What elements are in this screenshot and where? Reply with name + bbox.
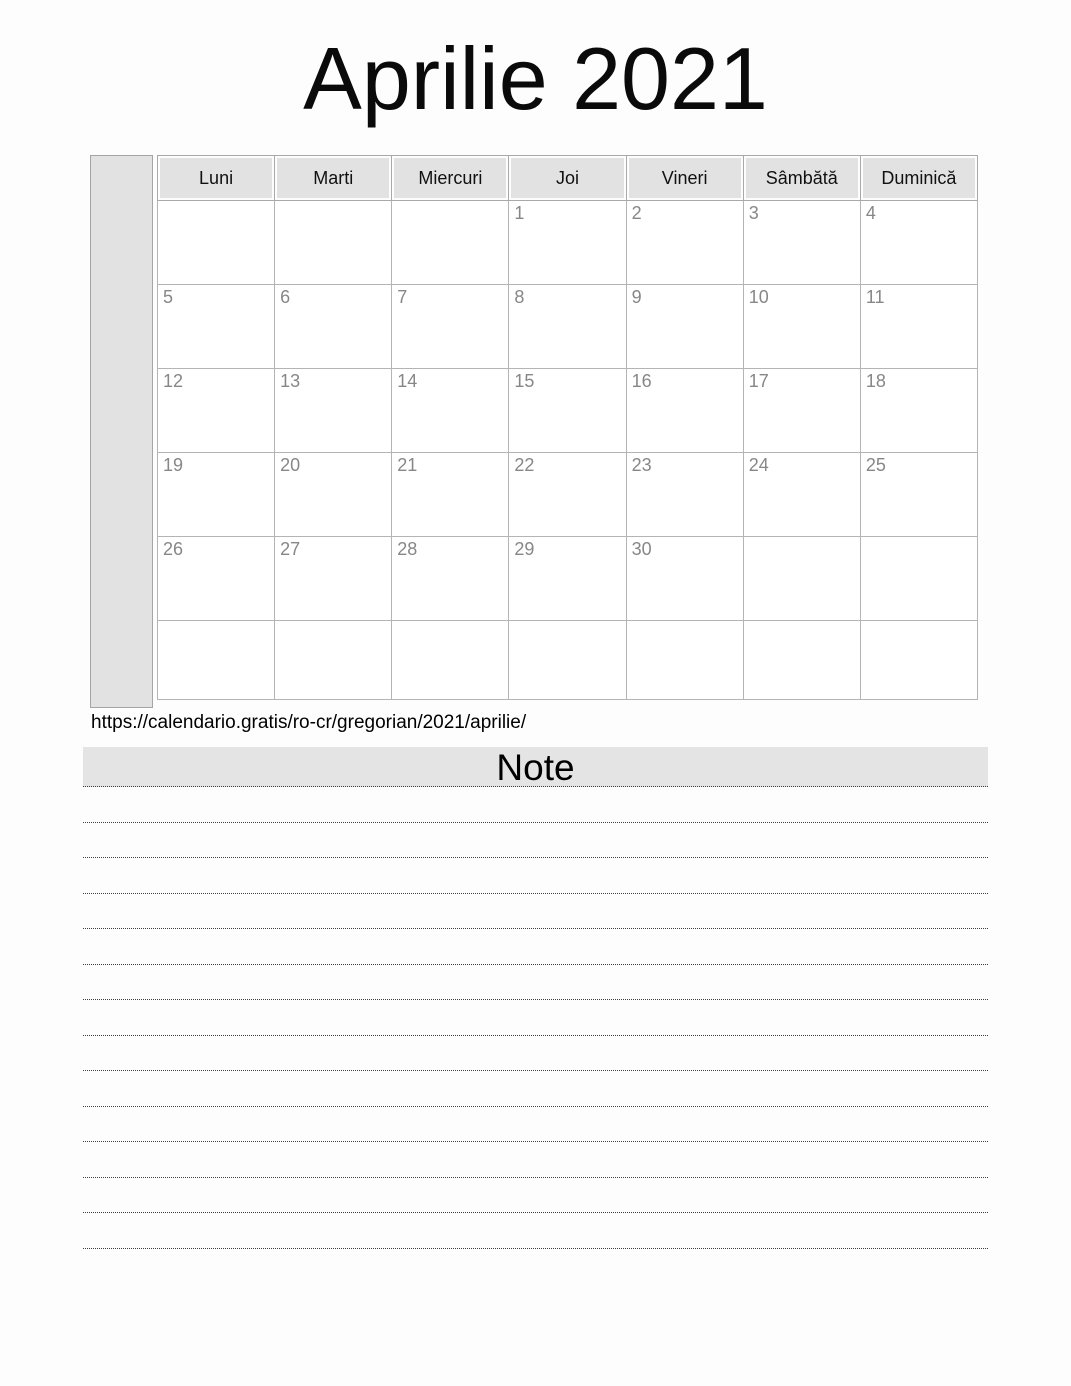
day-cell: 13 <box>275 369 392 453</box>
day-cell: 19 <box>158 453 275 537</box>
day-cell: 3 <box>743 201 860 285</box>
day-cell: 15 <box>509 369 626 453</box>
day-cell: 30 <box>626 537 743 621</box>
note-line <box>83 1071 988 1107</box>
calendar-table <box>157 155 978 700</box>
day-cell: 24 <box>743 453 860 537</box>
note-line <box>83 1107 988 1143</box>
day-header-duminica: Duminică <box>860 156 977 201</box>
day-cell: 25 <box>860 453 977 537</box>
note-line <box>83 1213 988 1249</box>
day-cell: 21 <box>392 453 509 537</box>
notes-section <box>83 747 988 1249</box>
day-cell <box>275 201 392 285</box>
day-cell: 8 <box>509 285 626 369</box>
day-cell: 5 <box>158 285 275 369</box>
note-line <box>83 1000 988 1036</box>
day-cell: 4 <box>860 201 977 285</box>
note-line <box>83 787 988 823</box>
day-header-miercuri: Miercuri <box>392 156 509 201</box>
day-cell <box>743 621 860 700</box>
note-line <box>83 929 988 965</box>
day-cell: 12 <box>158 369 275 453</box>
week-row <box>158 537 978 621</box>
day-cell <box>860 621 977 700</box>
day-cell: 10 <box>743 285 860 369</box>
calendar-left-spacer <box>90 155 153 708</box>
day-cell: 20 <box>275 453 392 537</box>
day-cell: 29 <box>509 537 626 621</box>
day-header-luni: Luni <box>158 156 275 201</box>
day-cell <box>392 201 509 285</box>
day-cell: 9 <box>626 285 743 369</box>
day-cell: 1 <box>509 201 626 285</box>
day-cell: 14 <box>392 369 509 453</box>
day-cell: 2 <box>626 201 743 285</box>
day-cell: 7 <box>392 285 509 369</box>
day-cell <box>743 537 860 621</box>
day-header-sambata: Sâmbătă <box>743 156 860 201</box>
day-cell: 6 <box>275 285 392 369</box>
day-cell: 18 <box>860 369 977 453</box>
day-cell <box>275 621 392 700</box>
note-line <box>83 1142 988 1178</box>
notes-lines <box>83 787 988 1249</box>
week-row <box>158 201 978 285</box>
notes-header: Note <box>83 747 988 787</box>
page-title: Aprilie 2021 <box>303 29 768 128</box>
week-row <box>158 369 978 453</box>
source-url-link[interactable]: https://calendario.gratis/ro-cr/gregorian/2021/aprilie/ <box>91 712 527 733</box>
day-cell <box>626 621 743 700</box>
day-cell <box>392 621 509 700</box>
day-header-vineri: Vineri <box>626 156 743 201</box>
day-cell: 23 <box>626 453 743 537</box>
day-header-row <box>158 156 978 201</box>
note-line <box>83 1036 988 1072</box>
note-line <box>83 1178 988 1214</box>
day-cell: 26 <box>158 537 275 621</box>
day-cell: 22 <box>509 453 626 537</box>
day-cell <box>860 537 977 621</box>
day-header-marti: Marti <box>275 156 392 201</box>
day-cell <box>158 621 275 700</box>
day-header-joi: Joi <box>509 156 626 201</box>
day-cell <box>509 621 626 700</box>
day-cell: 11 <box>860 285 977 369</box>
day-cell: 17 <box>743 369 860 453</box>
day-cell: 16 <box>626 369 743 453</box>
note-line <box>83 965 988 1001</box>
note-line <box>83 823 988 859</box>
note-line <box>83 894 988 930</box>
day-cell: 27 <box>275 537 392 621</box>
week-row <box>158 621 978 700</box>
day-cell: 28 <box>392 537 509 621</box>
note-line <box>83 858 988 894</box>
week-row <box>158 285 978 369</box>
week-row <box>158 453 978 537</box>
day-cell <box>158 201 275 285</box>
